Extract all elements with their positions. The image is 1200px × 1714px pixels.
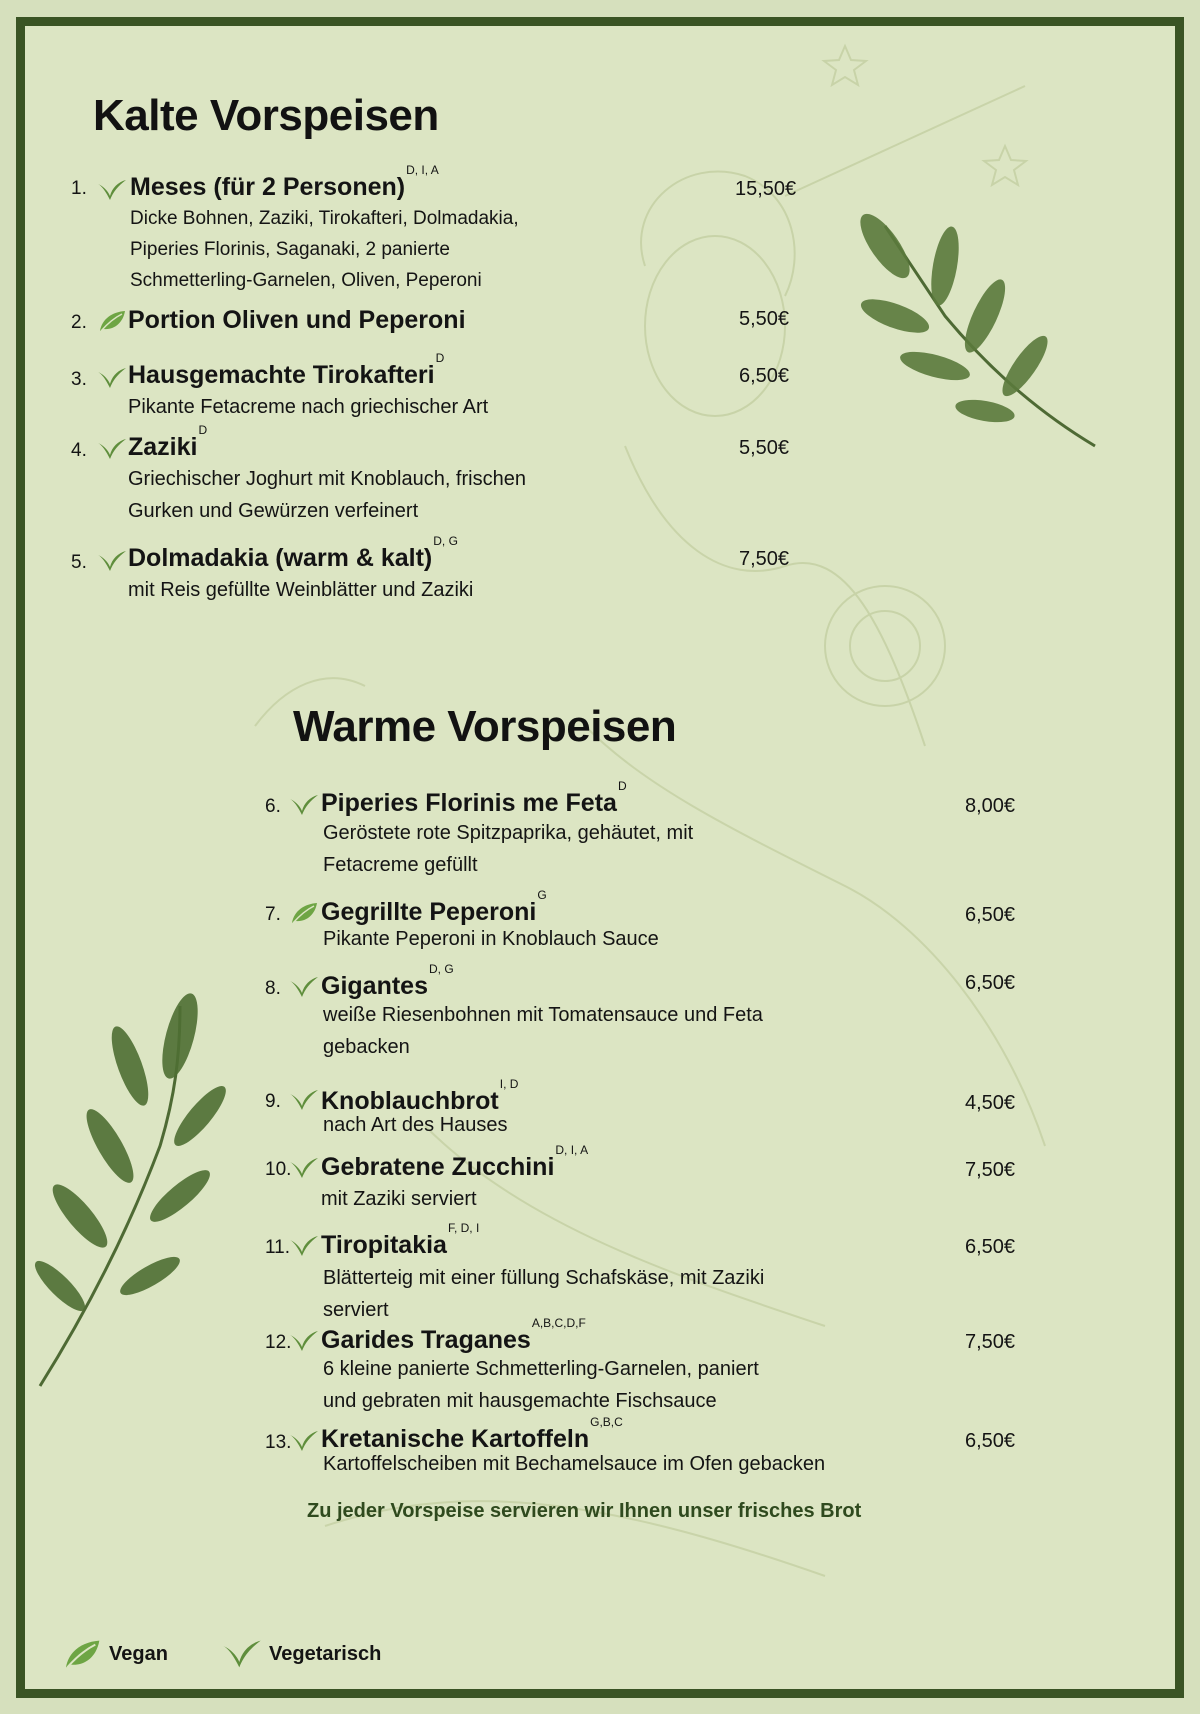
legend-vegan [63,1638,168,1670]
item-price: 7,50€ [965,1331,1016,1353]
item-description-line: Griechischer Joghurt mit Knoblauch, frischen [128,468,526,490]
item-description-line: Kartoffelscheiben mit Bechamelsauce im Ofen gebacken [323,1453,826,1475]
item-price: 6,50€ [965,1236,1016,1258]
vegetarian-icon [223,1638,261,1670]
vegetarian-icon [290,975,318,999]
item-number: 9. [265,1091,281,1112]
item-name-text: Gigantes [321,972,428,1000]
vegetarian-icon [98,366,126,390]
vegan-icon [98,309,126,333]
item-allergens: D [617,778,627,793]
menu-frame [16,17,1184,1698]
item-allergens: I, D [499,1076,519,1091]
item-name [321,1142,589,1182]
item-allergens: G,B,C [590,1414,623,1429]
item-description [323,1448,825,1480]
item-name [128,306,466,335]
vegetarian-icon [290,793,318,817]
item-description [323,1109,508,1141]
item-description-line: weiße Riesenbohnen mit Tomatensauce und Feta [323,1004,763,1026]
item-number: 3. [71,369,87,390]
item-description-line: 6 kleine panierte Schmetterling-Garnelen, paniert [323,1358,759,1380]
item-description-line: nach Art des Hauses [323,1114,508,1136]
item-price: 4,50€ [965,1092,1016,1114]
item-name-text: Hausgemachte Tirokafteri [128,361,435,389]
section-title-kalte: Kalte Vorspeisen [93,91,439,140]
item-number: 11. [265,1237,291,1258]
item-name [130,162,439,202]
item-allergens: D [435,350,445,365]
vegetarian-icon [290,1088,318,1112]
vegetarian-icon [290,1234,318,1258]
item-name [321,1315,586,1355]
olive-branch-decoration [825,206,1105,466]
legend-label: Vegan [109,1642,168,1665]
item-number: 7. [265,904,281,925]
item-number: 8. [265,978,281,999]
item-name [321,961,454,1001]
item-name [128,350,445,390]
legend-vegetarian [223,1638,381,1670]
vegetarian-icon [98,437,126,461]
item-name-text: Tiropitakia [321,1231,447,1259]
item-description-line: mit Zaziki serviert [321,1188,477,1210]
item-allergens: D, I, A [555,1142,589,1157]
item-description-line: Pikante Fetacreme nach griechischer Art [128,396,489,418]
item-price: 6,50€ [965,972,1016,994]
item-price: 15,50€ [735,178,797,200]
item-description [323,923,659,955]
item-number: 2. [71,312,87,333]
item-name-text: Kretanische Kartoffeln [321,1425,590,1453]
item-name [128,533,458,573]
vegetarian-icon [290,1329,318,1353]
item-allergens: D [198,422,208,437]
item-description-line: Gurken und Gewürzen verfeinert [128,500,419,522]
item-number: 12. [265,1332,292,1353]
vegetarian-icon [98,549,126,573]
item-number: 4. [71,440,87,461]
bread-note: Zu jeder Vorspeise servieren wir Ihnen unser frisches Brot [307,1500,862,1522]
item-name-text: Gegrillte Peperoni [321,898,537,926]
item-allergens: F, D, I [447,1220,480,1235]
item-allergens: D, G [428,961,454,976]
item-price: 6,50€ [739,365,790,387]
item-price: 5,50€ [739,437,790,459]
item-price: 7,50€ [965,1159,1016,1181]
item-name-text: Dolmadakia (warm & kalt) [128,544,433,572]
item-name-text: Portion Oliven und Peperoni [128,306,466,334]
item-description-line: Dicke Bohnen, Zaziki, Tirokafteri, Dolmadakia, [130,208,519,229]
item-description [128,574,473,606]
item-name [128,422,208,462]
vegetarian-icon [98,178,126,202]
item-number: 13. [265,1432,292,1453]
vegetarian-icon [290,1156,318,1180]
item-description-line: Geröstete rote Spitzpaprika, gehäutet, mit [323,822,694,844]
item-description-line: und gebraten mit hausgemachte Fischsauce [323,1390,717,1412]
item-description [130,203,519,296]
vegan-icon [290,901,318,925]
item-number: 6. [265,796,281,817]
item-name-text: Knoblauchbrot [321,1087,499,1115]
item-description-line: Piperies Florinis, Saganaki, 2 panierte [130,239,451,260]
item-allergens: D, G [433,533,458,548]
vegan-icon [63,1638,101,1670]
item-price: 5,50€ [739,308,790,330]
olive-branch-decoration [30,986,230,1406]
vegetarian-icon [290,1429,318,1453]
item-number: 10. [265,1159,292,1180]
item-name [321,1220,480,1260]
item-price: 8,00€ [965,795,1016,817]
item-description-line: Pikante Peperoni in Knoblauch Sauce [323,928,659,950]
item-allergens: A,B,C,D,F [531,1315,586,1330]
item-number: 1. [71,178,87,199]
item-name [321,778,627,818]
item-description [323,817,693,881]
item-name-text: Meses (für 2 Personen) [130,173,406,201]
item-name-text: Garides Traganes [321,1326,531,1354]
item-price: 6,50€ [965,1430,1016,1452]
item-description [323,1353,759,1417]
item-description [323,999,763,1063]
item-price: 6,50€ [965,904,1016,926]
section-title-warme: Warme Vorspeisen [293,702,677,751]
item-allergens: D, I, A [406,162,439,177]
item-description-line: mit Reis gefüllte Weinblätter und Zaziki [128,579,474,601]
item-description-line: Blätterteig mit einer füllung Schafskäse, mit Zaziki [323,1267,765,1289]
item-price: 7,50€ [739,548,790,570]
legend-label: Vegetarisch [269,1642,382,1665]
item-name-text: Piperies Florinis me Feta [321,789,617,817]
item-description-line: Schmetterling-Garnelen, Oliven, Peperoni [130,270,482,291]
item-description-line: Fetacreme gefüllt [323,854,478,876]
item-name-text: Zaziki [128,433,198,461]
item-description [128,463,526,527]
item-description-line: serviert [323,1299,389,1321]
item-allergens: G [537,887,547,902]
item-name-text: Gebratene Zucchini [321,1153,555,1181]
item-description-line: gebacken [323,1036,410,1058]
item-description [321,1183,477,1215]
item-description [128,391,488,423]
item-number: 5. [71,552,87,573]
